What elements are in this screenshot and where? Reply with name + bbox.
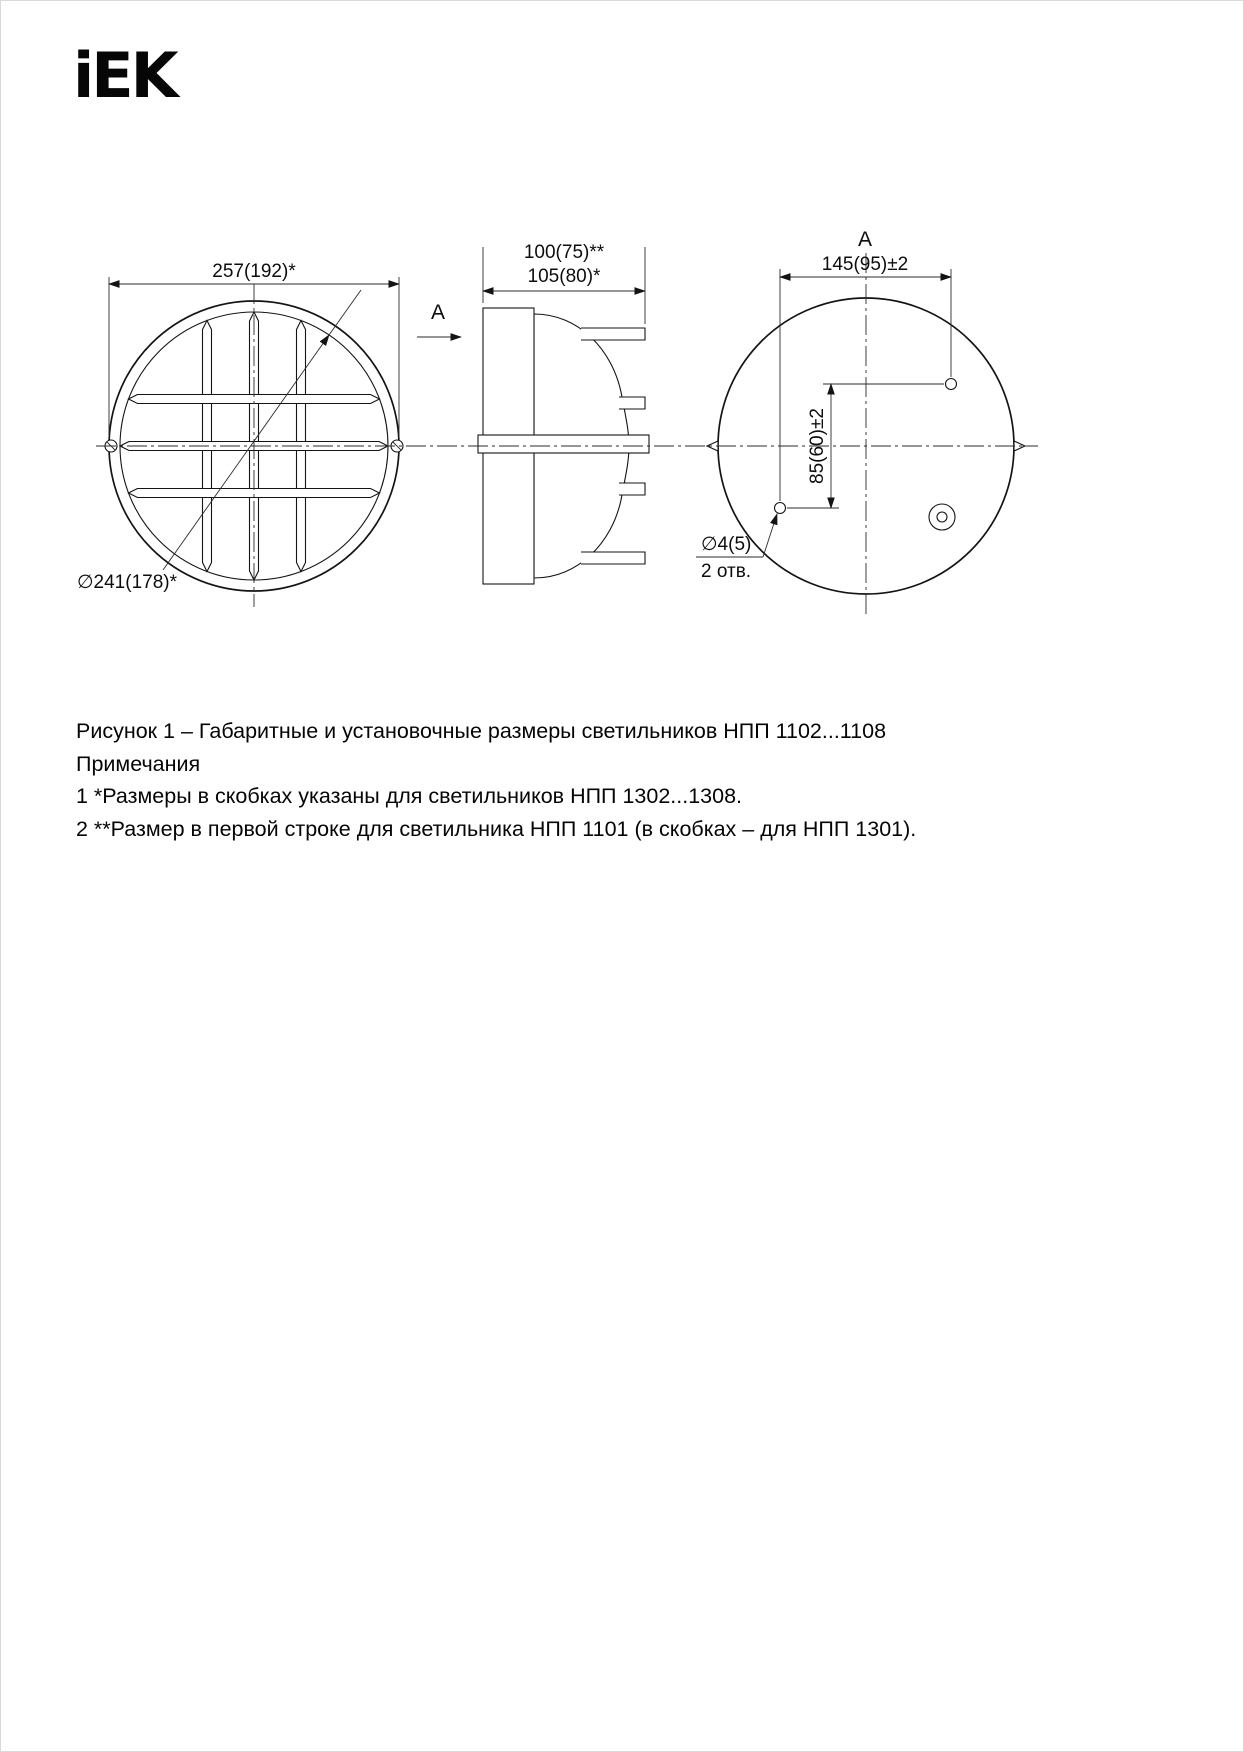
note-2: 2 **Размер в первой строке для светильника НПП 1101 (в скобках – для НПП 1301). xyxy=(76,816,917,841)
back-hole-count-note: 2 отв. xyxy=(701,561,752,582)
side-depth-dimension-bottom: 105(80)* xyxy=(527,266,601,287)
front-width-dimension: 257(192)* xyxy=(212,261,296,282)
section-arrow-label: A xyxy=(430,301,446,324)
back-dimensions xyxy=(696,228,951,582)
back-cable-entry xyxy=(929,504,955,530)
front-diameter-dimension: ∅241(178)* xyxy=(77,572,178,593)
front-dimensions xyxy=(77,261,399,593)
notes-title: Примечания xyxy=(76,751,201,776)
back-holes-vertical-dimension: 85(60)±2 xyxy=(807,408,828,484)
iek-logo: iEK xyxy=(73,39,176,112)
technical-drawing xyxy=(1,1,1244,701)
side-clamp-band xyxy=(478,435,649,453)
side-depth-dimension-top: 100(75)** xyxy=(523,242,605,263)
back-view-label: A xyxy=(857,228,873,251)
figure-caption: Рисунок 1 – Габаритные и установочные размеры светильников НПП 1102...1108 xyxy=(76,719,887,743)
back-hole-diameter-note: ∅4(5) xyxy=(701,534,752,555)
back-holes-horizontal-dimension: 145(95)±2 xyxy=(821,254,909,275)
note-1: 1 *Размеры в скобках указаны для светильников НПП 1302...1308. xyxy=(76,784,743,808)
caption-block xyxy=(76,715,1186,845)
